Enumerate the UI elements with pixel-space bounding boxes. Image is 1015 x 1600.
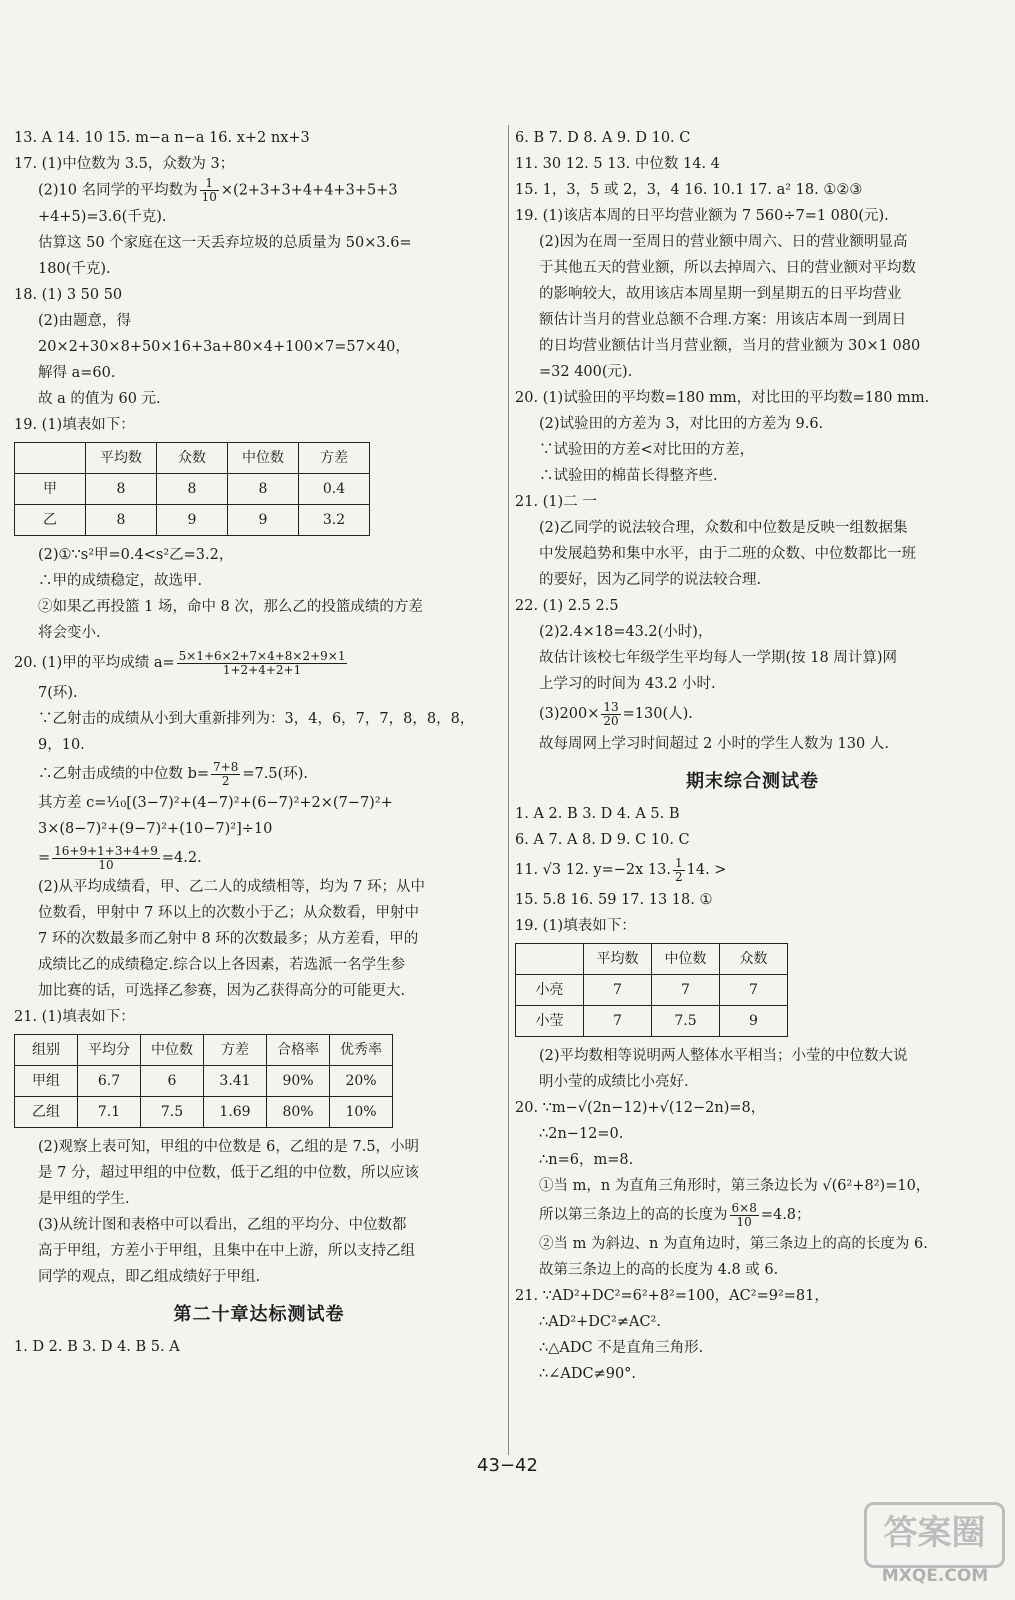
answer-line: ∴2n−12=0. — [539, 1126, 624, 1142]
text: 所以第三条边上的高的长度为 — [539, 1207, 728, 1223]
score-table-3 — [515, 943, 788, 1037]
text: ×(2+3+3+4+4+3+5+3 — [220, 182, 398, 199]
answer-line: ∴△ADC 不是直角三角形. — [539, 1340, 704, 1356]
fraction — [673, 857, 685, 884]
table-cell: 6 — [141, 1066, 204, 1097]
answer-line: 上学习的时间为 43.2 小时. — [539, 676, 716, 692]
table-cell: 8 — [86, 474, 157, 505]
answer-line: 同学的观点，即乙组成绩好于甲组. — [38, 1269, 261, 1285]
table-row — [15, 474, 370, 505]
table-cell: 7 — [720, 975, 788, 1006]
answer-line: ②如果乙再投篮 1 场，命中 8 次，那么乙的投篮成绩的方差 — [38, 599, 423, 615]
answer-line: 高于甲组，方差小于甲组，且集中在中上游，所以支持乙组 — [38, 1243, 415, 1259]
section-title: 期末综合测试卷 — [686, 771, 819, 792]
answer-line: 6. B 7. D 8. A 9. D 10. C — [515, 130, 691, 146]
answer-line: (3)从统计图和表格中可以看出，乙组的平均分、中位数都 — [38, 1217, 407, 1233]
table-cell: 组别 — [15, 1035, 78, 1066]
score-table-2 — [14, 1034, 393, 1128]
fraction — [200, 177, 219, 204]
fraction — [730, 1202, 759, 1229]
watermark-badge: 答案圈 — [864, 1502, 1005, 1568]
denominator: 10 — [201, 190, 217, 204]
answer-line: 额估计当月的营业总额不合理.方案：用该店本周一到周日 — [539, 312, 907, 328]
answer-line: 1. A 2. B 3. D 4. A 5. B — [515, 806, 680, 822]
answer-line: 将会变小. — [38, 625, 101, 641]
table-cell: 方差 — [299, 443, 370, 474]
answer-line: +4+5)=3.6(千克). — [38, 209, 167, 225]
answer-line: 11. 30 12. 5 13. 中位数 14. 4 — [515, 156, 720, 172]
answer-line: 加比赛的话，可选择乙参赛，因为乙获得高分的可能更大. — [38, 983, 406, 999]
answer-line: 19. (1)填表如下： — [515, 918, 636, 934]
numerator: 7+8 — [213, 759, 239, 774]
answer-line: 解得 a=60. — [38, 365, 116, 381]
answer-line: ∴AD²+DC²≠AC². — [539, 1314, 661, 1330]
text: =4.8； — [760, 1207, 811, 1223]
answer-line: 故估计该校七年级学生平均每人一学期(按 18 周计算)网 — [539, 650, 897, 666]
table-cell: 乙 — [15, 505, 86, 536]
text: =4.2. — [161, 850, 202, 866]
fraction — [601, 701, 620, 728]
table-cell: 小亮 — [516, 975, 584, 1006]
answer-line: 6. A 7. A 8. D 9. C 10. C — [515, 832, 690, 848]
table-row — [15, 1097, 393, 1128]
watermark-logo — [865, 1502, 1005, 1592]
table-cell — [516, 944, 584, 975]
answer-line: 故每周网上学习时间超过 2 小时的学生人数为 130 人. — [539, 736, 889, 752]
numerator: 16+9+1+3+4+9 — [54, 843, 158, 858]
answer-line: (2)由题意，得 — [38, 313, 132, 329]
table-cell: 0.4 — [299, 474, 370, 505]
fraction — [177, 650, 348, 677]
table-cell: 7.5 — [141, 1097, 204, 1128]
denominator: 10 — [736, 1214, 752, 1229]
text: =130(人). — [622, 706, 693, 722]
answer-line: 20. (1)试验田的平均数=180 mm，对比田的平均数=180 mm. — [515, 390, 930, 406]
answer-line — [14, 646, 504, 680]
table-cell: 7 — [652, 975, 720, 1006]
answer-line: 于其他五天的营业额，所以去掉周六、日的营业额对平均数 — [539, 260, 916, 276]
table-header-row — [15, 443, 370, 474]
numerator: 1 — [674, 855, 683, 870]
answer-line: 17. (1)中位数为 3.5，众数为 3； — [14, 156, 235, 172]
answer-line: ②当 m 为斜边、n 为直角边时，第三条边上的高的长度为 6. — [539, 1236, 928, 1252]
table-row — [516, 1006, 788, 1037]
denominator: 2 — [674, 869, 683, 884]
answer-line: 7(环). — [38, 685, 78, 701]
table-cell: 甲 — [15, 474, 86, 505]
table-cell: 众数 — [157, 443, 228, 474]
answer-line: (2)①∵s²甲=0.4<s²乙=3.2， — [38, 547, 234, 563]
answer-line: (2)乙同学的说法较合理，众数和中位数是反映一组数据集 — [539, 520, 908, 536]
answer-line: 19. (1)该店本周的日平均营业额为 7 560÷7=1 080(元). — [515, 208, 889, 224]
answer-line: ∴n=6，m=8. — [539, 1152, 634, 1168]
table-cell: 小莹 — [516, 1006, 584, 1037]
answer-line: 1. D 2. B 3. D 4. B 5. A — [14, 1339, 180, 1355]
table-cell: 7.5 — [652, 1006, 720, 1037]
table-row — [15, 505, 370, 536]
table-cell: 中位数 — [228, 443, 299, 474]
table-cell: 3.2 — [299, 505, 370, 536]
answer-line: 中发展趋势和集中水平，由于二班的众数、中位数都比一班 — [539, 546, 916, 562]
text: (3)200× — [539, 706, 600, 722]
answer-line: (2)因为在周一至周日的营业额中周六、日的营业额明显高 — [539, 234, 908, 250]
table-cell: 甲组 — [15, 1066, 78, 1097]
answer-line: 估算这 50 个家庭在这一天丢弃垃圾的总质量为 50×3.6= — [38, 235, 412, 251]
numerator: 1 — [200, 177, 219, 191]
table-cell: 6.7 — [78, 1066, 141, 1097]
table-cell: 众数 — [720, 944, 788, 975]
text: ∴乙射击成绩的中位数 b= — [38, 766, 210, 782]
table-cell: 80% — [267, 1097, 330, 1128]
table-cell — [15, 443, 86, 474]
table-header-row — [516, 944, 788, 975]
answer-line: 9，10. — [38, 737, 85, 753]
answer-line: 其方差 c=⅒[(3−7)²+(4−7)²+(6−7)²+2×(7−7)²+ — [38, 795, 393, 811]
answer-line: 的要好，因为乙同学的说法较合理. — [539, 572, 762, 588]
answer-line — [14, 177, 504, 204]
table-cell: 方差 — [204, 1035, 267, 1066]
answer-line: 15. 1，3，5 或 2，3，4 16. 10.1 17. a² 18. ①②③ — [515, 182, 863, 198]
denominator: 10 — [98, 857, 114, 872]
table-cell: 7.1 — [78, 1097, 141, 1128]
table-cell: 中位数 — [652, 944, 720, 975]
watermark-url: MXQE.COM — [881, 1566, 989, 1586]
table-cell: 合格率 — [267, 1035, 330, 1066]
denominator: 1+2+4+2+1 — [222, 662, 302, 677]
table-cell: 8 — [86, 505, 157, 536]
answer-line — [14, 758, 504, 790]
text: 14. > — [686, 862, 727, 878]
answer-line: 22. (1) 2.5 2.5 — [515, 598, 619, 614]
answer-line: 180(千克). — [38, 261, 111, 277]
answer-line: ①当 m，n 为直角三角形时，第三条边长为 √(6²+8²)=10， — [539, 1178, 931, 1194]
table-header-row — [15, 1035, 393, 1066]
fraction — [211, 761, 240, 788]
left-column — [14, 125, 504, 1360]
answer-line: ∴试验田的棉苗长得整齐些. — [539, 468, 718, 484]
answer-line: (2)平均数相等说明两人整体水平相当；小莹的中位数大说 — [539, 1048, 908, 1064]
answer-line — [515, 697, 990, 731]
answer-line: 15. 5.8 16. 59 17. 13 18. ① — [515, 892, 713, 908]
answer-line: 20×2+30×8+50×16+3a+80×4+100×7=57×40， — [38, 339, 410, 355]
numerator: 5×1+6×2+7×4+8×2+9×1 — [178, 648, 346, 663]
table-row — [15, 1066, 393, 1097]
table-cell: 20% — [330, 1066, 393, 1097]
answer-line: 明小莹的成绩比小亮好. — [539, 1074, 689, 1090]
answer-line: 的影响较大，故用该店本周星期一到星期五的日平均营业 — [539, 286, 902, 302]
table-cell: 1.69 — [204, 1097, 267, 1128]
answer-line: 3×(8−7)²+(9−7)²+(10−7)²]÷10 — [38, 821, 273, 837]
text: 20. (1)甲的平均成绩 a= — [14, 655, 175, 671]
section-title: 第二十章达标测试卷 — [173, 1304, 345, 1325]
denominator: 2 — [221, 773, 230, 788]
right-column — [515, 125, 990, 1387]
numerator: 13 — [603, 699, 619, 714]
answer-line: = $\frac{16+9+1+3+4+9}{10}$ =4.2. — [38, 843, 202, 872]
page-number: 43−42 — [477, 1455, 538, 1476]
table-cell: 平均分 — [78, 1035, 141, 1066]
table-cell: 9 — [720, 1006, 788, 1037]
column-divider — [508, 125, 509, 1455]
fraction — [52, 845, 160, 872]
table-cell: 9 — [157, 505, 228, 536]
table-cell: 7 — [584, 1006, 652, 1037]
answer-line: (2)2.4×18=43.2(小时)， — [539, 624, 713, 640]
answer-line — [515, 853, 990, 887]
answer-line: 故 a 的值为 60 元. — [38, 391, 161, 407]
table-cell: 7 — [584, 975, 652, 1006]
answer-line: 21. (1)二 一 — [515, 494, 597, 510]
answer-line: ∴∠ADC≠90°. — [539, 1366, 637, 1382]
answer-line: 位数看，甲射中 7 环以上的次数小于乙；从众数看，甲射中 — [38, 905, 419, 921]
table-cell: 90% — [267, 1066, 330, 1097]
answer-line: 13. A 14. 10 15. m−a n−a 16. x+2 nx+3 — [14, 130, 310, 146]
text: =7.5(环). — [242, 766, 309, 782]
answer-line: (2)从平均成绩看，甲、乙二人的成绩相等，均为 7 环；从中 — [38, 879, 425, 895]
answer-line: 是 7 分，超过甲组的中位数，低于乙组的中位数，所以应该 — [38, 1165, 419, 1181]
answer-line: 19. (1)填表如下： — [14, 417, 135, 433]
answer-line: ∴甲的成绩稳定，故选甲. — [38, 573, 203, 589]
answer-line: 的日均营业额估计当月营业额，当月的营业额为 30×1 080 — [539, 338, 921, 354]
answer-line: 20. ∵m−√(2n−12)+√(12−2n)=8， — [515, 1100, 766, 1116]
answer-line: (2)观察上表可知，甲组的中位数是 6，乙组的是 7.5，小明 — [38, 1139, 420, 1155]
table-cell: 平均数 — [86, 443, 157, 474]
table-cell: 平均数 — [584, 944, 652, 975]
table-cell: 3.41 — [204, 1066, 267, 1097]
table-cell: 乙组 — [15, 1097, 78, 1128]
answer-line: 7 环的次数最多而乙射中 8 环的次数最多；从方差看，甲的 — [38, 931, 419, 947]
table-row — [516, 975, 788, 1006]
answer-line: ∵乙射击的成绩从小到大重新排列为：3，4，6，7，7，8，8，8， — [38, 711, 475, 727]
answer-line: 21. (1)填表如下： — [14, 1009, 135, 1025]
table-cell: 8 — [157, 474, 228, 505]
table-cell: 10% — [330, 1097, 393, 1128]
answer-line: (2)试验田的方差为 3，对比田的方差为 9.6. — [539, 416, 824, 432]
answer-line: 18. (1) 3 50 50 — [14, 287, 123, 303]
answer-line: 故第三条边上的高的长度为 4.8 或 6. — [539, 1262, 779, 1278]
answer-line: =32 400(元). — [539, 364, 633, 380]
table-cell: 9 — [228, 505, 299, 536]
answer-line: 是甲组的学生. — [38, 1191, 130, 1207]
text: 11. √3 12. y=−2x 13. — [515, 862, 671, 878]
answer-line — [515, 1199, 990, 1231]
table-cell: 优秀率 — [330, 1035, 393, 1066]
numerator: 6×8 — [731, 1200, 757, 1215]
answer-line: 成绩比乙的成绩稳定.综合以上各因素，若选派一名学生参 — [38, 957, 406, 973]
denominator: 20 — [603, 713, 619, 728]
score-table-1 — [14, 442, 370, 536]
table-cell: 8 — [228, 474, 299, 505]
text: (2)10 名同学的平均数为 — [38, 182, 198, 199]
table-cell: 中位数 — [141, 1035, 204, 1066]
answer-line: 21. ∵AD²+DC²=6²+8²=100，AC²=9²=81， — [515, 1288, 829, 1304]
answer-line: ∵试验田的方差<对比田的方差， — [539, 442, 755, 458]
